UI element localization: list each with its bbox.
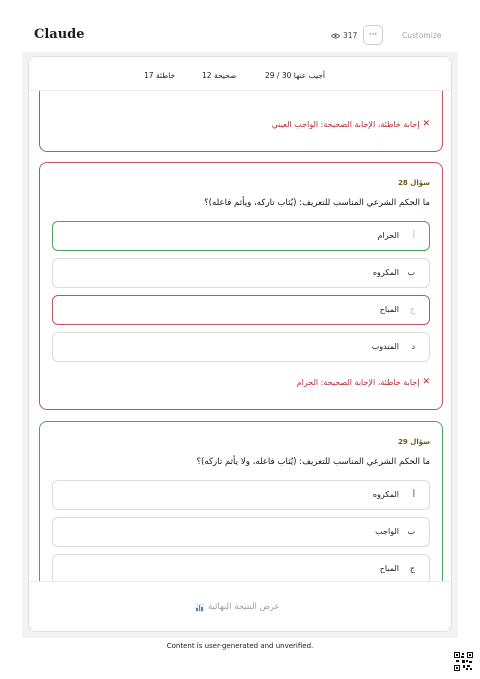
option-letter: أ [412,231,415,240]
disclaimer-text: Content is user-generated and unverified. [166,642,314,650]
option-text: المكروه [372,490,399,499]
more-options-button[interactable]: ··· [363,25,383,45]
wrong-x-icon: ✕ [422,119,430,129]
answer-option[interactable] [52,295,430,325]
stat-answered: 29 / 30 أجيب عنها [265,71,325,80]
option-letter: ج [409,564,415,573]
qr-code-icon [454,652,473,671]
question-number: سؤال 29 [398,438,430,446]
answer-option[interactable] [52,554,430,581]
stat-correct: 12 صحيحة [202,71,237,80]
show-final-result-button[interactable] [195,602,280,612]
option-text: المندوب [371,342,399,351]
claude-logo[interactable]: Claude [34,27,85,42]
questions-scroll-area[interactable] [29,91,452,581]
question-card [39,421,443,581]
answer-option[interactable] [52,480,430,510]
option-text: المكروه [372,268,399,277]
top-bar [0,0,480,56]
question-text: ما الحكم الشرعي المناسب للتعريف: (يُثاب تاركه، ويأثم فاعله)؟ [204,198,430,208]
option-text: الحرام [377,231,399,240]
question-number: سؤال 28 [398,179,430,187]
option-letter: ب [407,527,415,536]
feedback-text: إجابة خاطئة، الإجابة الصحيحة: الواجب العيني [271,119,420,129]
answer-option[interactable] [52,332,430,362]
option-letter: د [411,342,415,351]
option-letter: أ [412,490,415,499]
option-text: الواجب [375,527,399,536]
answer-feedback [272,119,430,129]
eye-icon [331,33,340,39]
stats-bar [29,57,452,91]
answer-option[interactable] [52,221,430,251]
option-letter: ج [409,305,415,314]
option-letter: ب [407,268,415,277]
stat-wrong: 17 خاطئة [144,71,176,80]
option-text: المباح [379,564,399,573]
wrong-x-icon: ✕ [422,377,430,387]
question-text: ما الحكم الشرعي المناسب للتعريف: (يُثاب فاعله، ولا يأثم تاركه)؟ [196,457,430,467]
bar-chart-icon [195,603,204,612]
customize-button[interactable]: Customize [402,31,442,40]
feedback-text: إجابة خاطئة، الإجابة الصحيحة: الحرام [296,377,420,387]
answer-option[interactable] [52,258,430,288]
answer-option[interactable] [52,517,430,547]
answer-feedback [297,377,430,387]
question-card [39,91,443,152]
result-button-label: عرض النتيجة النهائية [208,602,280,612]
view-count-value: 317 [343,31,358,40]
view-count [331,31,357,40]
quiz-panel [28,56,452,632]
question-card [39,162,443,410]
result-footer [29,581,452,632]
option-text: المباح [379,305,399,314]
